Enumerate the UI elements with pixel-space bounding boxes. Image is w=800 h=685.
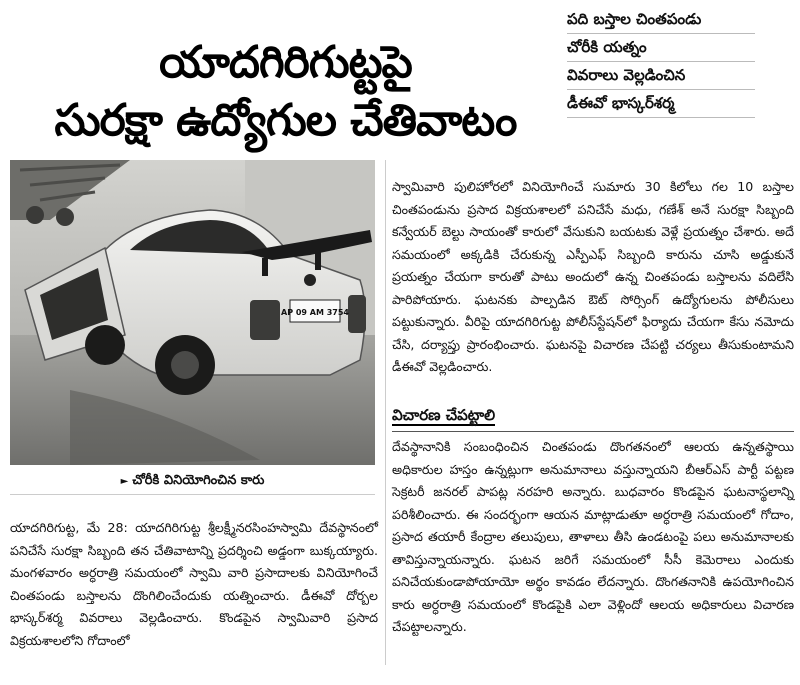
headline — [8, 35, 563, 151]
column-divider — [385, 160, 386, 665]
headline-line-1: యాదగిరిగుట్టపై — [159, 37, 412, 89]
subheading-text: విచారణ చేపట్టాలి — [392, 406, 496, 424]
deck-line: వివరాలు వెల్లడించిన — [567, 62, 755, 90]
article-column-right-top: స్వామివారి పులిహోరలో వినియోగించే సుమారు 30 కిలోలు గల 10 బస్తాల చింతపండును ప్రసాద విక్రయశాలలో పనిచేసే మధు, గణేశ్ అనే సురక్షా సిబ్బంది కన్వేయర్ బెల్టు సాయంతో కారులో వేసుకుని బయటకు వెళ్లే ప్రయత్నం చేశారు. అదే సమయంలో అక్కడికి చేరుకున్న ఎస్పీఎఫ్ సిబ్బంది కారును చూసి అడ్డుకునే ప్రయత్నం చేయగా కారుతో పాటు అందులో ఉన్న చింతపండు బస్తాలను వదిలేసి పారిపోయారు. ఘటనకు పాల్పడిన ఔట్ సోర్సింగ్ ఉద్యోగులను పోలీసులు పట్టుకున్నారు. వీరిపై యాదగిరిగుట్ట పోలీస్‌స్టేషన్‌లో ఫిర్యాదు చేయగా కేసు నమోదు చేసి, దర్యాప్తు ప్రారంభించారు. ఘటనపై విచారణ చేపట్టి చర్యలు తీసుకుంటామని డీఈవో వెల్లడించారు. — [392, 179, 794, 374]
car-photo — [10, 160, 375, 465]
photo-caption — [10, 468, 375, 495]
subheading — [392, 406, 794, 432]
deck-line: డీఈవో భాస్కర్‌శర్మ — [567, 90, 755, 118]
deck-line: పది బస్తాల చింతపండు — [567, 6, 755, 34]
deck-line: చోరీకి యత్నం — [567, 34, 755, 62]
headline-line-2: సురక్షా ఉద్యోగుల చేతివాటం — [54, 95, 517, 147]
wheel — [85, 325, 125, 365]
article-column-right-bottom: దేవస్థానానికి సంబంధించిన చింతపండు దొంగతనంలో ఆలయ ఉన్నతస్థాయి అధికారుల హస్తం ఉన్నట్లుగా అనుమానాలు వస్తున్నాయని బీఆర్ఎస్ పార్టీ పట్టణ సెక్రటరీ జనరల్ పాపట్ల నరహరి అన్నారు. బుధవారం కొండపైన ఘటనాస్థలాన్ని పరిశీలించారు. ఈ సందర్భంగా ఆయన మాట్లాడుతూ అర్ధరాత్రి సమయంలో గోదాం, ప్రసాద తయారీ కేంద్రాల తలుపులు, తాళాలు తీసి ఉండటంపై పలు అనుమానాలకు తావిస్తున్నాయన్నారు. ఘటన జరిగే సమయంలో సీసీ కెమెరాలు ఎందుకు పనిచేయకుండాపోయాయో అర్థం కావడం లేదన్నారు. దొంగతనానికి ఉపయోగించిన కారు అర్ధరాత్రి సమయంలో కొండపైకి ఎలా వెళ్లిందో ఆలయ అధికారులు విచారణ చేపట్టాలన్నారు. — [392, 439, 794, 634]
car-illustration — [10, 160, 375, 465]
caption-text: చోరీకి వినియోగించిన కారు — [132, 473, 265, 488]
emblem-icon — [304, 274, 316, 286]
tail-light-left — [250, 300, 280, 340]
tail-light-right — [348, 295, 366, 333]
number-plate-text: AP 09 AM 3754 — [281, 308, 349, 317]
sub-deck — [567, 6, 755, 118]
article-column-left: యాదగిరిగుట్ట, మే 28: యాదగిరిగుట్ట శ్రీలక్ష్మీనరసింహస్వామి దేవస్థానంలో పనిచేసే సురక్షా సిబ్బంది తన చేతివాటాన్ని ప్రదర్శించి అడ్డంగా బుక్కయ్యారు. మంగళవారం అర్ధరాత్రి సమయంలో స్వామి వారి ప్రసాదాలకు వినియోగించే చింతపండు బస్తాలను దొంగిలించేందుకు యత్నించారు. డీఈవో దోర్బల భాస్కర్‌శర్మ వివరాలు వెల్లడించారు. కొండపైన స్వామివారి ప్రసాద విక్రయశాలలోని గోదాంలో — [10, 520, 378, 648]
caption-marker-icon: ► — [120, 476, 129, 487]
